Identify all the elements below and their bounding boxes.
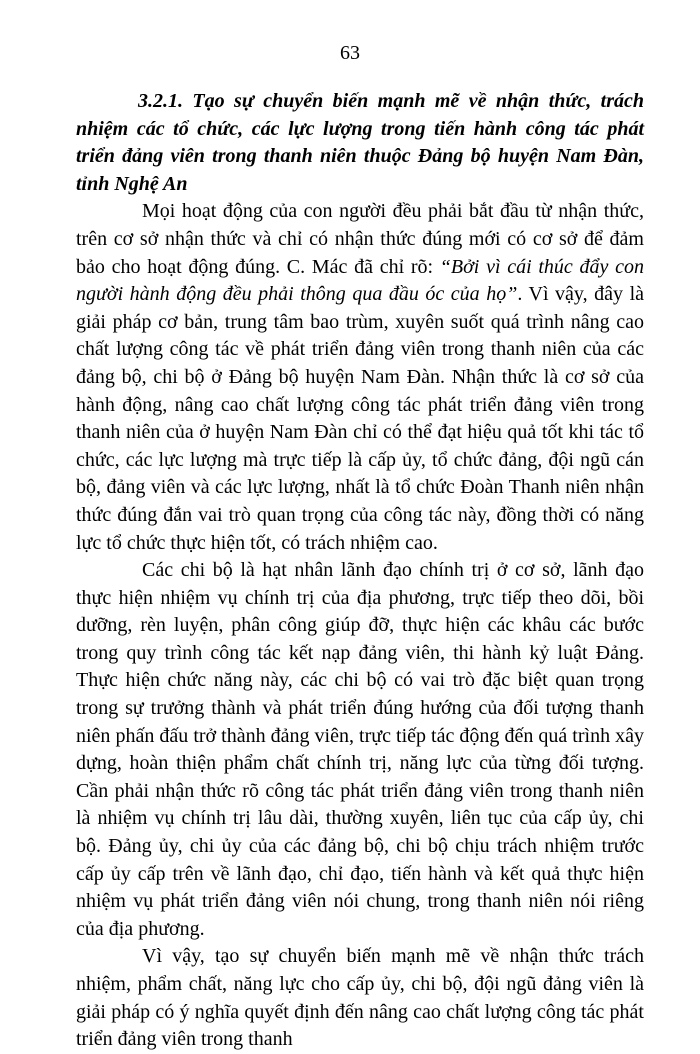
page-content	[76, 88, 644, 1054]
paragraph-1-text-before-quote: Mọi hoạt động của con người đều phải bắt đầu từ nhận thức, trên cơ sở nhận thức và chỉ có nhận thức đúng mới có cơ sở để đảm bảo cho hoạt động đúng. C. Mác đã chỉ rõ:	[76, 200, 644, 278]
paragraph-1	[76, 198, 644, 557]
marx-quote: “Bởi vì cái thúc đẩy con người hành động đều phải thông qua đầu óc của họ”	[76, 255, 644, 306]
section-heading: 3.2.1. Tạo sự chuyển biến mạnh mẽ về nhận thức, trách nhiệm các tổ chức, các lực lượng trong tiến hành công tác phát triển đảng viên trong thanh niên thuộc Đảng bộ huyện Nam Đàn, tỉnh Nghệ An	[76, 90, 644, 195]
paragraph-3: Vì vậy, tạo sự chuyển biến mạnh mẽ về nhận thức trách nhiệm, phẩm chất, năng lực cho cấp ủy, chi bộ, đội ngũ đảng viên là giải pháp có ý nghĩa quyết định đến nâng cao chất lượng công tác phát triển đảng viên trong thanh	[76, 945, 644, 1051]
page-number: 63	[340, 42, 360, 64]
paragraph-2: Các chi bộ là hạt nhân lãnh đạo chính trị ở cơ sở, lãnh đạo thực hiện nhiệm vụ chính trị của địa phương, trực tiếp theo dõi, bồi dưỡng, rèn luyện, phân công giúp đỡ, thực hiện các khâu các bước trong quy trình công tác kết nạp đảng viên, thi hành kỷ luật Đảng. Thực hiện chức năng này, các chi bộ có vai trò đặc biệt quan trọng trong sự trưởng thành và phát triển đúng hướng của đối tượng thanh niên phấn đấu trở thành đảng viên, trực tiếp tác động đến quá trình xây dựng, hoàn thiện phẩm chất chính trị, năng lực của từng đối tượng. Cần phải nhận thức rõ công tác phát triển đảng viên trong thanh niên là nhiệm vụ chính trị lâu dài, thường xuyên, liên tục của cấp ủy, chi bộ. Đảng ủy, chi ủy của các đảng bộ, chi bộ chịu trách nhiệm trước cấp ủy cấp trên về lãnh đạo, chỉ đạo, tiến hành và kết quả thực hiện nhiệm vụ phát triển đảng viên nói chung, trong thanh niên nói riêng của địa phương.	[76, 559, 644, 940]
paragraph-1-text-after-quote: . Vì vậy, đây là giải pháp cơ bản, trung tâm bao trùm, xuyên suốt quá trình nâng cao chất lượng công tác về phát triển đảng viên trong thanh niên của các đảng bộ, chi bộ ở Đảng bộ huyện Nam Đàn. Nhận thức là cơ sở của hành động, nâng cao chất lượng công tác phát triển đảng viên trong thanh niên của ở huyện Nam Đàn chỉ có thể đạt hiệu quả tốt khi tác tổ chức, các lực lượng mà trực tiếp là cấp ủy, tổ chức đảng, đội ngũ cán bộ, đảng viên và các lực lượng, nhất là tổ chức Đoàn Thanh niên nhận thức đúng đắn vai trò quan trọng của công tác này, đồng thời có năng lực tổ chức thực hiện tốt, có trách nhiệm cao.	[76, 283, 645, 554]
